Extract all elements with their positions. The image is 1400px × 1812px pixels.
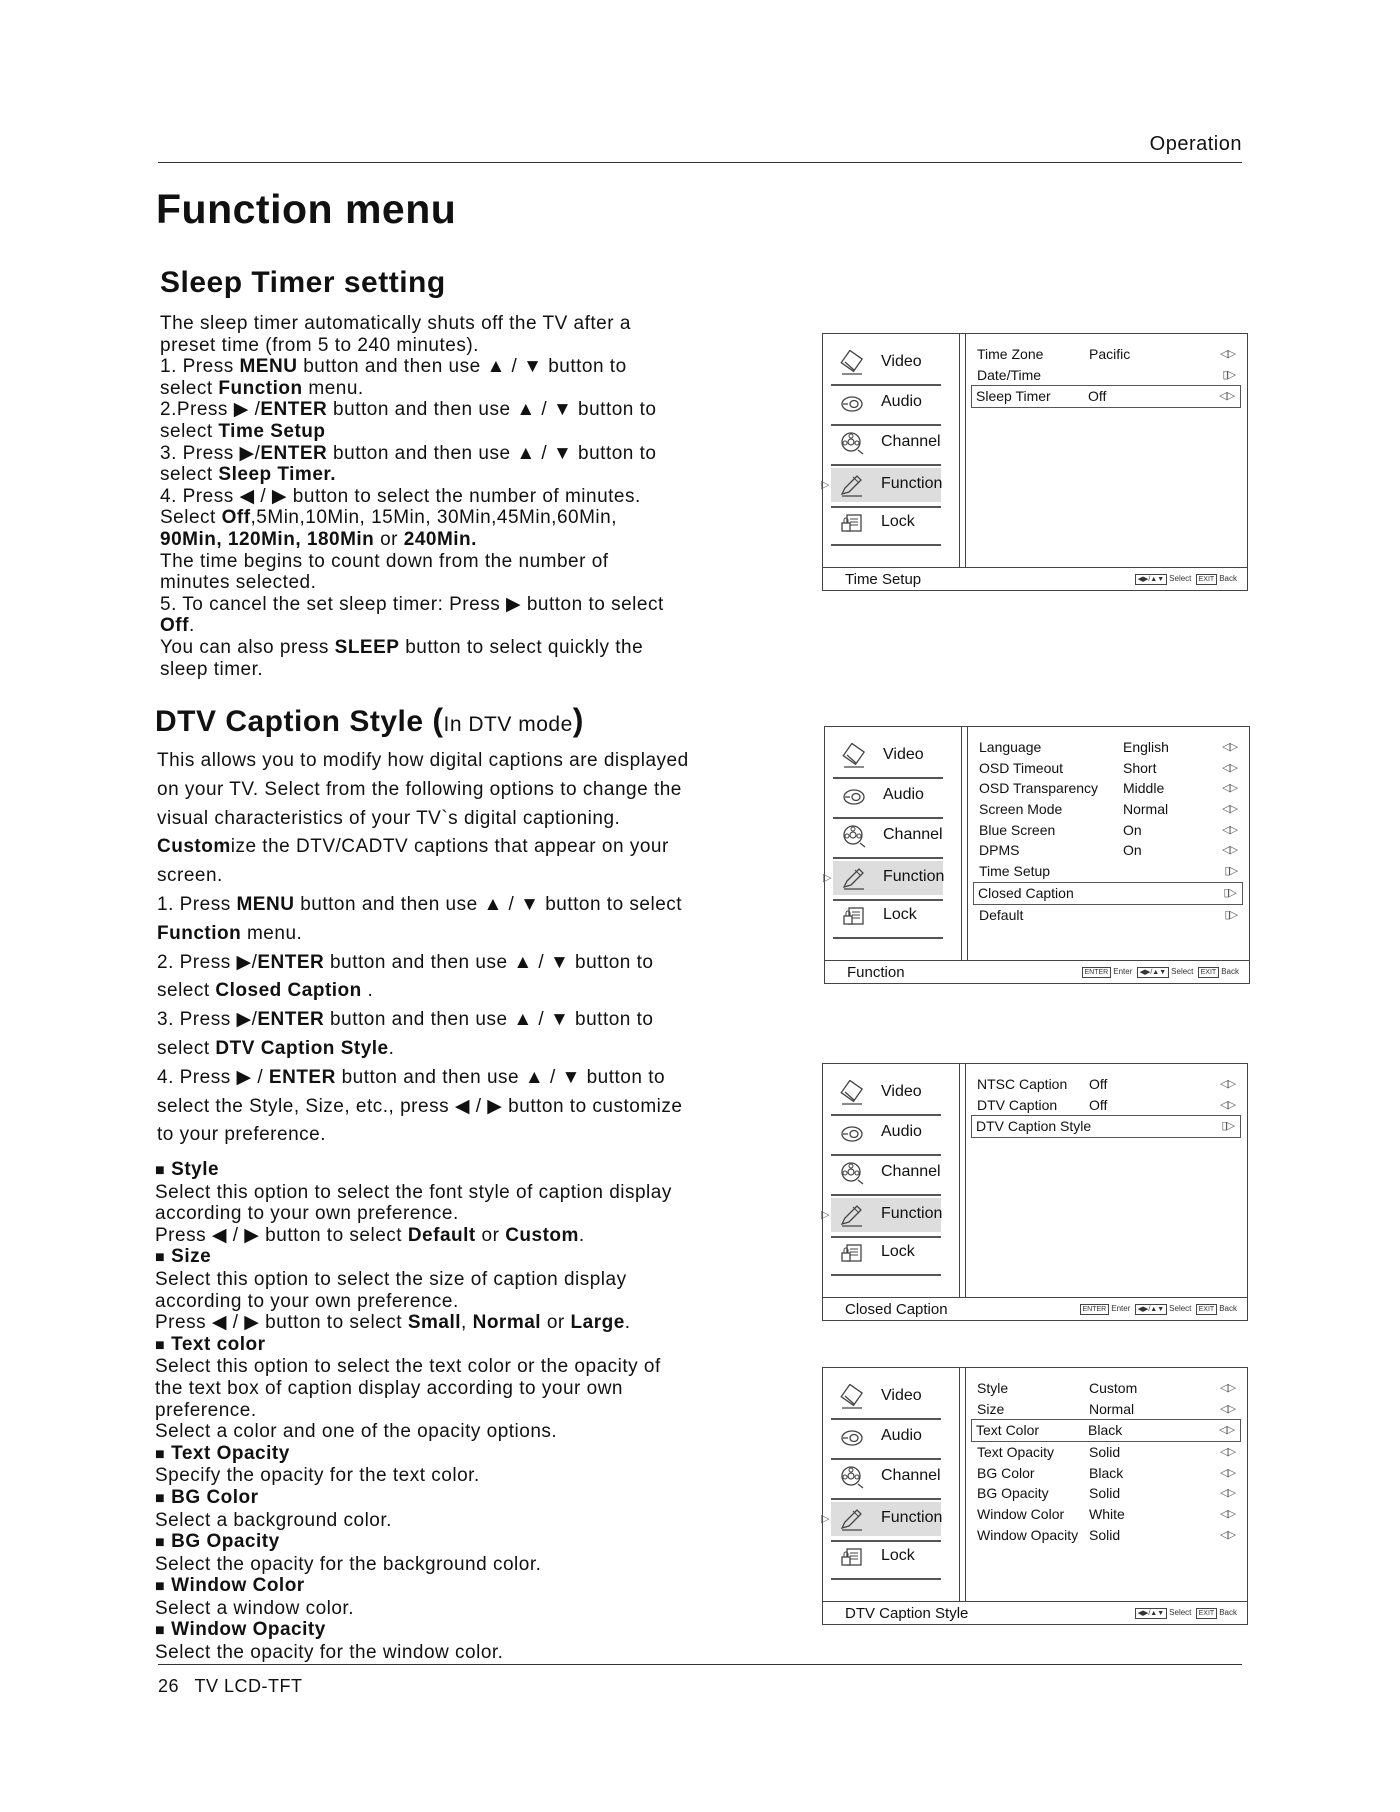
osd-menu-item-audio[interactable] — [831, 386, 941, 420]
osd-menu-label: Video — [881, 1083, 922, 1100]
lock-icon — [839, 1544, 865, 1570]
osd-setting-row[interactable] — [973, 1525, 1241, 1546]
setting-label: DTV Caption Style — [976, 1118, 1092, 1135]
setting-label: BG Opacity — [977, 1485, 1049, 1502]
key-caption: Select — [1169, 574, 1192, 583]
left-right-arrows-icon[interactable]: ◁▷ — [1220, 1446, 1235, 1459]
osd-menu-item-channel[interactable] — [833, 819, 943, 853]
osd-footer — [823, 1601, 1247, 1624]
osd-setting-row[interactable] — [973, 1504, 1241, 1525]
option-line: Select this option to select the font style of caption display — [155, 1181, 672, 1203]
sleep-timer-line: select Sleep Timer. — [160, 464, 337, 486]
setting-label: Time Setup — [979, 863, 1051, 880]
osd-footer-keys — [1080, 967, 1240, 978]
selected-caret-icon: ▷ — [821, 1513, 830, 1525]
lock-icon — [839, 510, 865, 536]
sleep-timer-line: select Time Setup — [160, 420, 326, 442]
setting-label: NTSC Caption — [977, 1076, 1068, 1092]
page-header — [158, 130, 1242, 163]
osd-footer-label: Closed Caption — [845, 1301, 948, 1318]
option-line: according to your own preference. — [155, 1203, 459, 1225]
osd-setting-row[interactable] — [973, 1399, 1241, 1420]
selected-caret-icon: ▷ — [821, 1209, 830, 1221]
option-line: Select a background color. — [155, 1509, 392, 1531]
left-right-arrows-icon[interactable]: ◁▷ — [1219, 1424, 1234, 1437]
sleep-timer-line: 90Min, 120Min, 180Min or 240Min. — [160, 528, 477, 550]
setting-value: Middle — [1123, 780, 1165, 797]
setting-value: Black — [1089, 1464, 1124, 1481]
sleep-timer-line: 1. Press MENU button and then use ▲ / ▼ button to — [160, 356, 627, 378]
osd-menu-label: Channel — [883, 826, 943, 843]
dtv-caption-line: Function menu. — [157, 922, 303, 944]
left-right-arrows-icon[interactable]: ◁▷ — [1220, 1078, 1235, 1090]
option-line: Select the opacity for the window color. — [155, 1642, 504, 1664]
function-icon — [839, 1506, 865, 1532]
option-line: preference. — [155, 1399, 257, 1421]
osd-setting-row[interactable] — [975, 758, 1243, 779]
dtv-caption-line: screen. — [157, 865, 223, 887]
nav-keys-icon: ◀▶/▲▼ — [1135, 1304, 1168, 1315]
osd-footer-keys — [1133, 574, 1237, 585]
setting-value: On — [1123, 842, 1142, 859]
function-icon — [839, 1202, 865, 1228]
page-footer — [158, 1676, 303, 1697]
left-right-arrows-icon[interactable]: ◁▷ — [1220, 348, 1235, 360]
selected-caret-icon: ▷ — [823, 872, 832, 884]
function-icon — [839, 472, 865, 498]
sleep-timer-text — [160, 313, 720, 680]
dtv-caption-line: select DTV Caption Style. — [157, 1037, 395, 1059]
enter-key-icon: ENTER — [1082, 967, 1112, 978]
left-right-arrows-icon[interactable]: ◁▷ — [1220, 1098, 1235, 1111]
osd-setting-row[interactable] — [973, 1483, 1241, 1504]
osd-sidebar — [823, 1064, 960, 1298]
left-right-arrows-icon[interactable]: ◁▷ — [1220, 1508, 1235, 1521]
submenu-arrow-icon[interactable]: ▯▷ — [1224, 908, 1237, 921]
osd-settings-list — [975, 737, 1243, 925]
osd-menu-item-channel[interactable] — [831, 1156, 941, 1190]
setting-label: Blue Screen — [979, 821, 1056, 838]
setting-label: OSD Transparency — [979, 780, 1099, 797]
submenu-arrow-icon[interactable]: ▯▷ — [1224, 865, 1237, 878]
sleep-timer-line: 5. To cancel the set sleep timer: Press ▶ button to select — [160, 593, 664, 615]
dtv-caption-title: DTV Caption Style — [155, 705, 424, 738]
osd-time-setup-screen — [822, 333, 1248, 591]
key-caption: Back — [1221, 967, 1239, 976]
key-caption: Back — [1219, 1304, 1237, 1313]
osd-setting-row[interactable] — [973, 344, 1241, 365]
left-right-arrows-icon[interactable]: ◁▷ — [1219, 390, 1234, 403]
setting-value: Black — [1088, 1422, 1123, 1439]
sleep-timer-line: The sleep timer automatically shuts off the TV after a — [160, 313, 631, 334]
osd-menu-label: Channel — [881, 1467, 941, 1484]
option-heading: ■ Window Opacity — [155, 1619, 326, 1641]
osd-footer-label: DTV Caption Style — [845, 1605, 969, 1622]
osd-footer-keys — [1078, 1304, 1238, 1315]
osd-menu-label: Channel — [881, 1163, 941, 1180]
osd-setting-row[interactable] — [973, 1442, 1241, 1463]
page-number: 26 — [158, 1676, 180, 1696]
osd-menu-item-lock[interactable] — [831, 506, 941, 540]
lock-icon — [839, 1240, 865, 1266]
setting-label: Language — [979, 739, 1042, 755]
option-line: Select this option to select the size of caption display — [155, 1268, 627, 1290]
osd-footer-label: Time Setup — [845, 571, 922, 588]
option-heading: ■ Style — [155, 1159, 220, 1180]
osd-function-screen — [824, 726, 1250, 984]
osd-sidebar — [823, 334, 960, 568]
dtv-mode-label: In DTV mode — [443, 713, 573, 736]
osd-menu-label: Video — [883, 746, 924, 763]
osd-menu-label: Audio — [881, 1427, 922, 1444]
sleep-timer-line: Off. — [160, 615, 195, 637]
enter-key-icon: ENTER — [1080, 1304, 1110, 1315]
dtv-caption-line: 1. Press MENU button and then use ▲ / ▼ button to select — [157, 893, 683, 915]
setting-label: Window Color — [977, 1506, 1065, 1523]
setting-value: Normal — [1089, 1400, 1135, 1417]
left-right-arrows-icon[interactable]: ◁▷ — [1220, 1402, 1235, 1415]
setting-value: Normal — [1123, 801, 1169, 818]
setting-value: Off — [1089, 1076, 1108, 1092]
setting-value: Off — [1089, 1096, 1108, 1113]
osd-closed-caption-screen — [822, 1063, 1248, 1321]
footer-rule — [158, 1664, 1242, 1665]
dtv-caption-text — [157, 747, 747, 1150]
option-heading: ■ Window Color — [155, 1575, 305, 1597]
key-caption: Enter — [1113, 967, 1133, 976]
submenu-arrow-icon[interactable]: ▯▷ — [1223, 886, 1236, 899]
setting-value: Solid — [1089, 1444, 1121, 1461]
dtv-caption-line: 3. Press ▶/ENTER button and then use ▲ / ▼ button to — [157, 1009, 654, 1031]
sleep-timer-line: preset time (from 5 to 240 minutes). — [160, 334, 479, 356]
nav-keys-icon: ◀▶/▲▼ — [1137, 967, 1170, 978]
osd-menu-label: Video — [881, 353, 922, 370]
osd-setting-row[interactable] — [971, 385, 1241, 408]
left-right-arrows-icon[interactable]: ◁▷ — [1222, 823, 1237, 836]
setting-label: Text Opacity — [977, 1444, 1055, 1461]
osd-footer — [825, 960, 1249, 983]
option-line: Specify the opacity for the text color. — [155, 1465, 480, 1487]
dtv-caption-line: select Closed Caption . — [157, 980, 374, 1002]
setting-value: English — [1123, 739, 1169, 755]
video-icon — [839, 1384, 865, 1410]
sleep-timer-line: sleep timer. — [160, 658, 264, 680]
osd-menu-item-function[interactable] — [821, 468, 943, 502]
exit-key-icon: EXIT — [1196, 1608, 1218, 1619]
osd-menu-item-video[interactable] — [833, 739, 943, 773]
setting-label: Sleep Timer — [976, 388, 1051, 405]
setting-label: BG Color — [977, 1464, 1035, 1481]
sleep-timer-line: 3. Press ▶/ENTER button and then use ▲ / ▼ button to — [160, 442, 657, 464]
setting-value: On — [1123, 821, 1142, 838]
dtv-caption-line: Customize the DTV/CADTV captions that appear on your — [157, 836, 669, 858]
option-line: the text box of caption display according to your own — [155, 1377, 623, 1399]
osd-setting-row[interactable] — [973, 1074, 1241, 1095]
option-heading: ■ Text Opacity — [155, 1442, 290, 1464]
osd-menu-label: Audio — [881, 1123, 922, 1140]
osd-menu-item-video[interactable] — [831, 1076, 941, 1110]
setting-label: Size — [977, 1400, 1005, 1417]
dtv-caption-line: 2. Press ▶/ENTER button and then use ▲ / ▼ button to — [157, 951, 654, 973]
osd-menu-label: Video — [881, 1387, 922, 1404]
dtv-caption-line: select the Style, Size, etc., press ◀ / ▶ button to customize — [157, 1095, 683, 1117]
osd-footer-label: Function — [847, 964, 905, 981]
setting-value: Short — [1123, 759, 1157, 776]
left-right-arrows-icon[interactable]: ◁▷ — [1220, 1466, 1235, 1479]
setting-label: Date/Time — [977, 366, 1042, 383]
submenu-arrow-icon[interactable]: ▯▷ — [1222, 368, 1235, 381]
setting-label: Closed Caption — [978, 884, 1074, 901]
option-line: according to your own preference. — [155, 1290, 459, 1312]
osd-setting-row[interactable] — [975, 778, 1243, 799]
osd-setting-row[interactable] — [975, 820, 1243, 841]
osd-sidebar — [823, 1368, 960, 1602]
osd-footer — [823, 567, 1247, 590]
left-right-arrows-icon[interactable]: ◁▷ — [1220, 1528, 1235, 1541]
option-heading: ■ BG Color — [155, 1486, 259, 1508]
osd-menu-label: Audio — [881, 393, 922, 410]
osd-settings-list — [973, 1378, 1241, 1546]
osd-menu-label: Function — [881, 1205, 943, 1222]
osd-setting-row[interactable] — [975, 840, 1243, 861]
sleep-timer-line: 2.Press ▶ /ENTER button and then use ▲ / ▼ button to — [160, 399, 657, 421]
sleep-timer-line: 4. Press ◀ / ▶ button to select the number of minutes. — [160, 485, 641, 507]
osd-setting-row[interactable] — [975, 905, 1243, 926]
setting-label: Default — [979, 906, 1024, 923]
option-line: Select a window color. — [155, 1597, 354, 1619]
osd-menu-item-lock[interactable] — [833, 899, 943, 933]
left-right-arrows-icon[interactable]: ◁▷ — [1220, 1487, 1235, 1500]
sleep-timer-line: The time begins to count down from the number of — [160, 550, 609, 572]
osd-setting-row[interactable] — [973, 1378, 1241, 1399]
option-heading: ■ Size — [155, 1246, 212, 1268]
osd-setting-row[interactable] — [973, 882, 1243, 905]
submenu-arrow-icon[interactable]: ▯▷ — [1221, 1120, 1234, 1133]
setting-value: Pacific — [1089, 346, 1131, 362]
option-line: Select the opacity for the background color. — [155, 1553, 542, 1575]
osd-menu-item-lock[interactable] — [831, 1540, 941, 1574]
osd-menu-label: Function — [881, 475, 943, 492]
nav-keys-icon: ◀▶/▲▼ — [1135, 1608, 1168, 1619]
audio-icon — [839, 1120, 865, 1146]
osd-menu-item-audio[interactable] — [831, 1420, 941, 1454]
audio-icon — [839, 390, 865, 416]
osd-setting-row[interactable] — [975, 737, 1243, 758]
selected-caret-icon: ▷ — [821, 479, 830, 491]
channel-icon — [839, 1464, 865, 1490]
left-right-arrows-icon[interactable]: ◁▷ — [1222, 761, 1237, 774]
key-caption: Enter — [1111, 1304, 1131, 1313]
channel-icon — [839, 430, 865, 456]
sleep-timer-line: You can also press SLEEP button to select quickly the — [160, 636, 644, 658]
dtv-caption-line: to your preference. — [157, 1124, 326, 1146]
setting-label: DTV Caption — [977, 1096, 1058, 1113]
function-icon — [841, 865, 867, 891]
osd-menu-item-channel[interactable] — [831, 426, 941, 460]
osd-menu-item-function[interactable] — [821, 1198, 943, 1232]
option-line: Press ◀ / ▶ button to select Default or Custom. — [155, 1224, 585, 1246]
osd-menu-label: Function — [881, 1509, 943, 1526]
left-right-arrows-icon[interactable]: ◁▷ — [1222, 741, 1237, 753]
osd-menu-item-function[interactable] — [823, 861, 945, 895]
setting-label: Window Opacity — [977, 1526, 1079, 1543]
option-heading: ■ Text color — [155, 1333, 266, 1355]
osd-menu-label: Lock — [881, 1243, 915, 1260]
audio-icon — [841, 783, 867, 809]
option-line: Select a color and one of the opacity options. — [155, 1421, 558, 1443]
setting-value: Custom — [1089, 1380, 1138, 1396]
osd-menu-item-audio[interactable] — [833, 779, 943, 813]
dtv-caption-line: This allows you to modify how digital captions are displayed — [157, 750, 689, 771]
setting-label: OSD Timeout — [979, 759, 1064, 776]
osd-menu-item-video[interactable] — [831, 1380, 941, 1414]
exit-key-icon: EXIT — [1196, 574, 1218, 585]
osd-menu-item-audio[interactable] — [831, 1116, 941, 1150]
osd-setting-row[interactable] — [975, 799, 1243, 820]
key-caption: Select — [1169, 1304, 1192, 1313]
setting-value: White — [1089, 1506, 1125, 1523]
osd-settings-list — [973, 1074, 1241, 1138]
video-icon — [841, 743, 867, 769]
nav-keys-icon: ◀▶/▲▼ — [1135, 574, 1168, 585]
osd-menu-label: Channel — [881, 433, 941, 450]
key-caption: Select — [1169, 1608, 1192, 1617]
osd-setting-row[interactable] — [973, 365, 1241, 386]
dtv-caption-options — [155, 1159, 755, 1664]
dtv-caption-line: on your TV. Select from the following options to change the — [157, 778, 682, 800]
osd-setting-row[interactable] — [973, 1463, 1241, 1484]
osd-footer — [823, 1297, 1247, 1320]
option-line: Press ◀ / ▶ button to select Small, Normal or Large. — [155, 1312, 631, 1334]
key-caption: Back — [1219, 574, 1237, 583]
setting-value: Off — [1088, 388, 1107, 405]
key-caption: Select — [1171, 967, 1194, 976]
section-label: Operation — [1149, 133, 1242, 155]
left-right-arrows-icon[interactable]: ◁▷ — [1222, 803, 1237, 816]
dtv-caption-line: visual characteristics of your TV`s digital captioning. — [157, 807, 621, 829]
lock-icon — [841, 903, 867, 929]
left-right-arrows-icon[interactable]: ◁▷ — [1222, 844, 1237, 857]
exit-key-icon: EXIT — [1198, 967, 1220, 978]
osd-menu-item-function[interactable] — [821, 1502, 943, 1536]
dtv-caption-heading: DTV Caption Style (In DTV mode) — [155, 702, 584, 738]
left-right-arrows-icon[interactable]: ◁▷ — [1222, 782, 1237, 795]
setting-value: Solid — [1089, 1526, 1121, 1543]
osd-menu-item-channel[interactable] — [831, 1460, 941, 1494]
channel-icon — [841, 823, 867, 849]
osd-menu-item-video[interactable] — [831, 346, 941, 380]
video-icon — [839, 350, 865, 376]
setting-label: Screen Mode — [979, 801, 1063, 818]
channel-icon — [839, 1160, 865, 1186]
osd-setting-row[interactable] — [975, 861, 1243, 882]
osd-sidebar — [825, 727, 962, 961]
osd-menu-label: Function — [883, 868, 945, 885]
sleep-timer-heading: Sleep Timer setting — [160, 266, 446, 299]
audio-icon — [839, 1424, 865, 1450]
key-caption: Back — [1219, 1608, 1237, 1617]
osd-menu-label: Lock — [883, 906, 917, 923]
dtv-caption-line: 4. Press ▶ / ENTER button and then use ▲ / ▼ button to — [157, 1066, 666, 1088]
osd-setting-row[interactable] — [971, 1419, 1241, 1442]
setting-value: Solid — [1089, 1485, 1121, 1502]
osd-menu-label: Audio — [883, 786, 924, 803]
video-icon — [839, 1080, 865, 1106]
osd-menu-label: Lock — [881, 513, 915, 530]
osd-setting-row[interactable] — [971, 1115, 1241, 1138]
osd-menu-label: Lock — [881, 1547, 915, 1564]
osd-footer-keys — [1133, 1608, 1237, 1619]
page-title: Function menu — [156, 186, 457, 232]
sleep-timer-line: Select Off,5Min,10Min, 15Min, 30Min,45Min,60Min, — [160, 507, 617, 529]
option-heading: ■ BG Opacity — [155, 1531, 280, 1553]
sleep-timer-line: minutes selected. — [160, 572, 317, 594]
setting-label: Time Zone — [977, 346, 1044, 362]
osd-settings-list — [973, 344, 1241, 408]
exit-key-icon: EXIT — [1196, 1304, 1218, 1315]
setting-label: DPMS — [979, 842, 1020, 859]
osd-dtv-caption-style-screen — [822, 1367, 1248, 1625]
product-name: TV LCD-TFT — [194, 1676, 303, 1696]
left-right-arrows-icon[interactable]: ◁▷ — [1220, 1382, 1235, 1394]
setting-label: Style — [977, 1380, 1009, 1396]
osd-menu-item-lock[interactable] — [831, 1236, 941, 1270]
osd-setting-row[interactable] — [973, 1095, 1241, 1116]
sleep-timer-line: select Function menu. — [160, 377, 364, 399]
setting-label: Text Color — [976, 1422, 1040, 1439]
option-line: Select this option to select the text color or the opacity of — [155, 1356, 661, 1378]
